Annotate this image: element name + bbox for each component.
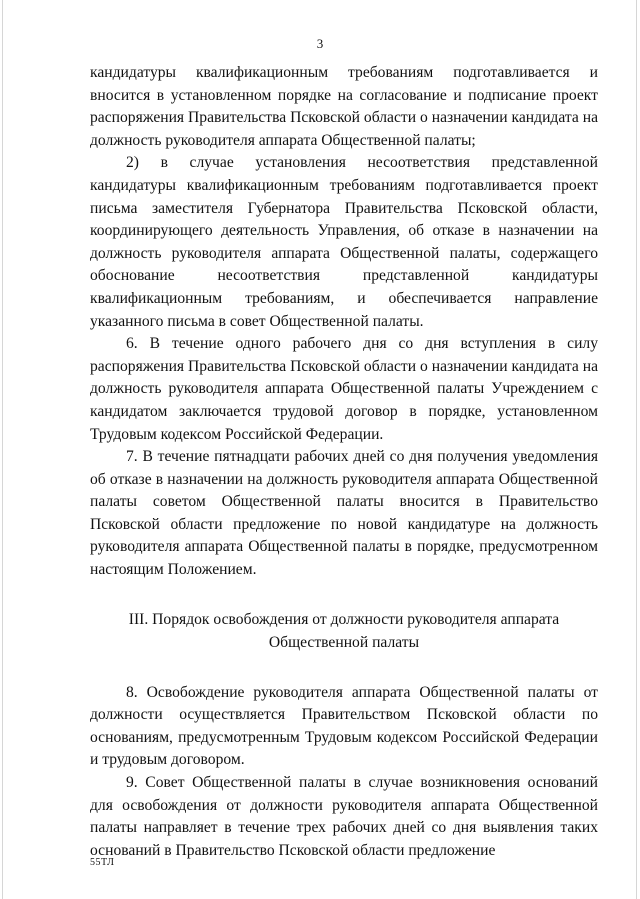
paragraph-item-2: 2) в случае установления несоответствия представленной кандидатуры квалификационным требованиям подготавливается проект письма заместителя Губернатора Правительства Псковской области, координирующего деятельность Управления, об отказе в назначении на должность руководителя аппарата Общественной палаты, содержащего обоснование несоответствия представленной кандидатуры квалификационным требованиям, и обеспечивается направление указанного письма в совет Общественной палаты.: [90, 154, 598, 330]
paragraph-item-8: 8. Освобождение руководителя аппарата Общественной палаты от должности осуществляется Правительством Псковской области по основаниям, предусмотренным Трудовым кодексом Российской Федерации и трудовым договором.: [90, 683, 598, 769]
paragraph-item-6: 6. В течение одного рабочего дня со дня вступления в силу распоряжения Правительства Псковской области о назначении кандидата на должность руководителя аппарата Общественной палаты Учреждением с кандидатом заключается трудовой договор в порядке, установленном Трудовым кодексом Российской Федерации.: [90, 335, 598, 443]
scan-right-edge: [636, 0, 637, 899]
page-number: 3: [316, 36, 324, 51]
section-heading-line-1: III. Порядок освобождения от должности руководителя аппарата: [128, 610, 560, 628]
document-body: [90, 62, 598, 862]
paragraph-item-7: 7. В течение пятнадцати рабочих дней со дня получения уведомления об отказе в назначении на должность руководителя аппарата Общественной палаты советом Общественной палаты вносится в Правительство Псковской области предложение по новой кандидатуре на должность руководителя аппарата Общественной палаты в порядке, предусмотренном настоящим Положением.: [90, 448, 598, 579]
scan-left-edge: [2, 0, 3, 899]
section-heading: [90, 608, 598, 654]
paragraph-item-9: 9. Совет Общественной палаты в случае возникновения оснований для освобождения от должности руководителя аппарата Общественной палаты направляет в течение трех рабочих дней со дня выявления таких оснований в Правительство Псковской области предложение: [90, 774, 598, 859]
section-heading-line-2: Общественной палаты: [268, 633, 420, 651]
document-code-footer: 55ТЛ: [90, 857, 115, 868]
paragraph-continuation: кандидатуры квалификационным требованиям подготавливается и вносится в установленном порядке на согласование и подписание проект распоряжения Правительства Псковской области о назначении кандидата на должность руководителя аппарата Общественной палаты;: [90, 64, 598, 149]
